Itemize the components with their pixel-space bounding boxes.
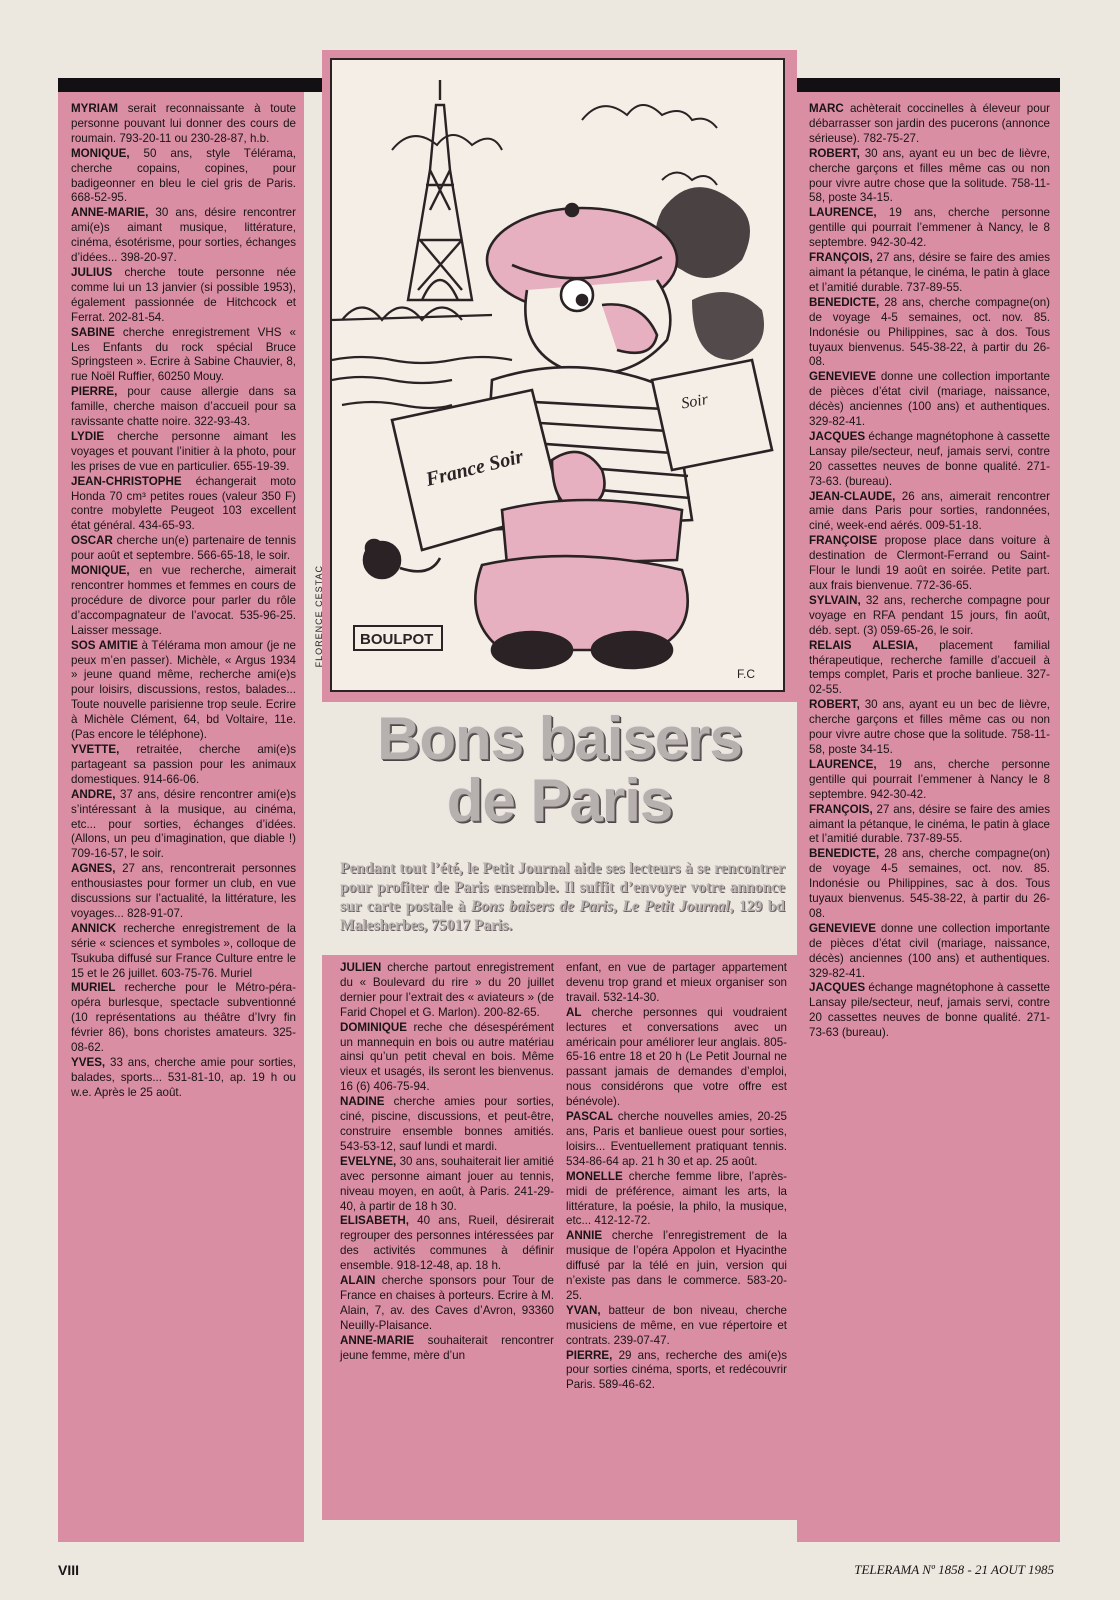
ad-text: 26 ans, aimerait rencontrer amie dans Paris pour sorties, randonnées, ciné, week-end aérés. 009-51-18. bbox=[809, 489, 1050, 533]
ad-text: cherche nouvelles amies, 20-25 ans, Paris et banlieue ouest pour sorties, loisirs... Eventuellement pratiquant tennis. 534-86-64 ap. 21 h 30 et ap. 25 août. bbox=[566, 1110, 787, 1168]
classified-ad bbox=[809, 206, 1050, 251]
classified-ad bbox=[71, 981, 296, 1056]
classified-ad bbox=[71, 266, 296, 326]
ad-name: ANDRE, bbox=[71, 787, 116, 801]
headline-line-2: de Paris bbox=[446, 767, 673, 834]
ad-name: PASCAL bbox=[566, 1110, 613, 1124]
classified-ad bbox=[566, 1006, 787, 1110]
ad-name: LYDIE bbox=[71, 429, 105, 443]
ad-name: NADINE bbox=[340, 1095, 385, 1109]
classified-ad bbox=[71, 743, 296, 788]
ad-name: FRANÇOIS, bbox=[809, 802, 873, 816]
classified-ad bbox=[809, 922, 1050, 982]
illustration-credit: FLORENCE CESTAC bbox=[314, 565, 324, 668]
classifieds-column-left bbox=[58, 92, 304, 1542]
ad-name: MONELLE bbox=[566, 1169, 623, 1183]
ad-text: cherche l’enregistrement de la musique de l’opéra Appolon et Hyacinthe diffusé par la télé en juin, version qui n’existe pas dans le commerce. 583-20-25. bbox=[566, 1229, 787, 1302]
classified-ad bbox=[809, 698, 1050, 758]
ad-name: ANNIE bbox=[566, 1229, 603, 1243]
ad-name: GENEVIEVE bbox=[809, 370, 877, 384]
ad-text: 27 ans, rencontrerait personnes enthousiastes pour former un club, en vue discussions sur l’actualité, la littérature, les voyages... 828-91-07. bbox=[71, 862, 296, 920]
lede-text-2: , bbox=[613, 898, 623, 915]
classified-ad bbox=[809, 534, 1050, 594]
ad-text: achèterait coccinelles à éleveur pour débarrasser son jardin des pucerons (annonce sérieuse). 782-75-27. bbox=[809, 102, 1050, 145]
classified-ad bbox=[566, 961, 787, 1006]
ad-text: 27 ans, désire se faire des amies aimant la pétanque, le cinéma, le patin à glace et l’amitié durable. 737-89-55. bbox=[809, 251, 1050, 294]
ad-name: JACQUES bbox=[809, 429, 866, 443]
classified-ad bbox=[809, 296, 1050, 371]
classified-ad bbox=[340, 1095, 554, 1155]
ad-text: 30 ans, souhaiterait lier amitié avec personne aimant jouer au tennis, niveau moyen, en août, à Paris. 241-29-40, à partir de 18 h 30. bbox=[340, 1154, 554, 1213]
ad-text: 37 ans, désire rencontrer ami(e)s s’intéressant à la musique, au cinéma, etc... pour sorties, échanges d’idées. (Allons, un peu d’imagination, que diable !) 709-16-57, le soir. bbox=[71, 787, 296, 861]
classified-ad bbox=[809, 102, 1050, 147]
classified-ad bbox=[71, 430, 296, 475]
ad-name: ANNICK bbox=[71, 921, 117, 935]
classified-ad bbox=[566, 1349, 787, 1394]
classifieds-column-center-left bbox=[322, 955, 560, 1520]
classified-ad bbox=[340, 1155, 554, 1215]
classified-ad bbox=[809, 370, 1050, 430]
classified-ad bbox=[71, 564, 296, 639]
ad-text: 28 ans, cherche compagne(on) de voyage 4-5 semaines, oct. nov. 85. Indonésie ou Philippines, sac à dos. Tous tuyaux bienvenus. 545-38-22, à partir du 26-08. bbox=[809, 295, 1050, 369]
ad-name: GENEVIEVE bbox=[809, 921, 877, 935]
ad-text: cherche un(e) partenaire de tennis pour août et septembre. 566-65-18, le soir. bbox=[71, 534, 296, 563]
ad-name: PIERRE, bbox=[71, 385, 118, 399]
ad-name: ROBERT, bbox=[809, 698, 860, 712]
ad-text: cherche enregistrement VHS « Les Enfants du rock spécial Bruce Springsteen ». Ecrire à Sabine Chauvier, 8, rue Noël Ruffier, 60250 Mouy. bbox=[71, 325, 296, 384]
illustration-panel bbox=[322, 50, 797, 702]
ad-name: EVELYNE, bbox=[340, 1154, 397, 1168]
ad-text: cherche femme libre, l’après-midi de préférence, aimant les arts, la littérature, la poésie, la philo, la musique, etc... 412-12-72. bbox=[566, 1169, 787, 1228]
ad-text: recherche pour le Métro-péra-opéra burlesque, spectacle subventionné (10 représentations au théâtre d’Ivry fin février 86), bons choristes amateurs. 325-08-62. bbox=[71, 981, 296, 1055]
ad-text: cherche amies pour sorties, ciné, piscine, discussions, et peut-être, construire ensemble bonnes amitiés. 543-53-12, sauf lundi et mardi. bbox=[340, 1095, 554, 1153]
classified-ad bbox=[71, 206, 296, 266]
classified-ad bbox=[340, 961, 554, 1021]
ad-text: 28 ans, cherche compagne(on) de voyage 4-5 semaines, oct. nov. 85. Indonésie ou Philippines, sac à dos. Tous tuyaux bienvenus. 545-38-22, à partir du 26-08. bbox=[809, 847, 1050, 920]
ad-name: RELAIS ALESIA, bbox=[809, 638, 919, 652]
classified-ad bbox=[340, 1334, 554, 1364]
ad-name: ANNE-MARIE bbox=[340, 1333, 415, 1347]
ad-name: ROBERT, bbox=[809, 146, 860, 160]
classified-ad bbox=[340, 1021, 554, 1096]
classified-ad bbox=[71, 862, 296, 922]
ad-name: YVAN, bbox=[566, 1303, 601, 1317]
classified-ad bbox=[809, 803, 1050, 848]
ad-name: MARC bbox=[809, 102, 844, 115]
classified-ad bbox=[809, 147, 1050, 207]
classified-ad bbox=[71, 385, 296, 430]
ad-text: retraitée, cherche ami(e)s partageant sa passion pour les animaux domestiques. 914-66-06. bbox=[71, 742, 296, 786]
ad-name: JACQUES bbox=[809, 981, 866, 995]
ad-text: cherche sponsors pour Tour de France en chaises à porteurs. Ecrire à M. Alain, 7, av. des Caves d’Avron, 93360 Neuilly-Plaisance. bbox=[340, 1274, 554, 1332]
ad-name: MURIEL bbox=[71, 981, 116, 995]
ad-text: donne une collection importante de pièces d’état civil (mariage, naissance, décès) anciennes (100 ans) et authentiques. 329-82-41. bbox=[809, 370, 1050, 429]
ad-name: MONIQUE, bbox=[71, 146, 130, 160]
ad-text: 40 ans, Rueil, désirerait regrouper des personnes intéressées par des activités communes à définir ensemble. 918-12-48, ap. 18 h. bbox=[340, 1214, 554, 1273]
ad-text: reche che désespérément un mannequin en bois ou autre matériau ainsi qu’un petit cheval en bois. Même vieux et usagés, ils seront les bienvenus. 16 (6) 406-75-94. bbox=[340, 1020, 554, 1094]
classified-ad bbox=[340, 1214, 554, 1274]
issue-info: TELERAMA Nº 1858 - 21 AOUT 1985 bbox=[854, 1562, 1054, 1577]
ad-text: souhaiterait rencontrer jeune femme, mère d’un bbox=[340, 1333, 554, 1362]
ad-name: SOS AMITIE bbox=[71, 638, 138, 652]
cartoon-illustration bbox=[332, 60, 783, 690]
classified-ad bbox=[566, 1170, 787, 1230]
ad-text: donne une collection importante de pièces d’état civil (mariage, naissance, décès) anciennes (100 ans) et authentiques. 329-82-41. bbox=[809, 921, 1050, 980]
ad-name: AGNES, bbox=[71, 862, 116, 876]
ad-name: DOMINIQUE bbox=[340, 1020, 407, 1034]
lede-text-1: Pendant tout l’été, le Petit Journal aide ses lecteurs à se rencontrer pour profiter de Paris ensemble. Il suffit d’envoyer votre annonce sur carte postale à bbox=[340, 860, 785, 915]
classified-ad bbox=[71, 639, 296, 743]
ad-name: BENEDICTE, bbox=[809, 847, 880, 861]
ad-text: 30 ans, ayant eu un bec de lièvre, cherche garçons et filles même cas ou non pour vivre autre chose que la solitude. 758-11-58, poste 34-15. bbox=[809, 698, 1050, 756]
classified-ad bbox=[809, 639, 1050, 699]
ad-text: 30 ans, ayant eu un bec de lièvre, cherche garçons et filles même cas ou non pour vivre autre chose que la solitude. 758-11-58, poste 34-15. bbox=[809, 146, 1050, 205]
classified-ad bbox=[566, 1229, 787, 1304]
ad-name: FRANÇOIS, bbox=[809, 251, 873, 265]
ad-text: échange magnétophone à cassette Lansay pile/secteur, neuf, jamais servi, contre 20 cassettes neuves de bonne qualité. 271-73-63. (bureau). bbox=[809, 429, 1050, 488]
top-rule-right bbox=[797, 78, 1060, 92]
page-number: VIII bbox=[58, 1562, 80, 1578]
ad-text: cherche personne aimant les voyages et pouvant l’initier à la photo, pour les prises de vue en particulier. 655-19-39. bbox=[71, 429, 296, 473]
classified-ad bbox=[71, 102, 296, 147]
ad-text: à Télérama mon amour (je ne peux m’en passer). Michèle, « Argus 1934 » jeune quand même, recherche ami(e)s pour loisirs, discussions, restos, balades... Toute nouvelle parisienne trop seule. Ecrire à Michèle Clément, 64, bd Voltaire, 11e. (Pas encore le téléphone). bbox=[71, 638, 296, 742]
classified-ad bbox=[809, 430, 1050, 490]
classified-ad bbox=[809, 847, 1050, 922]
classified-ad bbox=[71, 788, 296, 863]
classified-ad bbox=[809, 981, 1050, 1041]
ad-name: YVES, bbox=[71, 1056, 106, 1069]
ad-name: SABINE bbox=[71, 325, 115, 339]
ad-name: LAURENCE, bbox=[809, 757, 877, 771]
sign-text: BOULPOT bbox=[360, 631, 434, 648]
classified-ad bbox=[809, 758, 1050, 803]
headline-line-1: Bons baisers bbox=[377, 705, 742, 772]
classified-ad bbox=[566, 1304, 787, 1349]
top-rule-left bbox=[58, 78, 322, 92]
ad-text: échange magnétophone à cassette Lansay pile/secteur, neuf, jamais servi, contre 20 cassettes neuves de bonne qualité. 271-73-63 (bureau). bbox=[809, 981, 1050, 1040]
newspaper-title: France Soir bbox=[423, 445, 526, 491]
ad-text: placement familial thérapeutique, recherche famille d’accueil à temps complet, Paris et proche banlieue. 327-02-55. bbox=[809, 638, 1051, 697]
ad-name: MONIQUE, bbox=[71, 564, 130, 578]
newspaper-title-2: Soir bbox=[680, 391, 710, 413]
ad-text: 50 ans, style Télérama, cherche copains, copines, pour badigeonner en bleu le ciel gris de Paris. 668-52-95. bbox=[71, 146, 296, 205]
classified-ad bbox=[809, 251, 1050, 296]
ad-text: serait reconnaissante à toute personne pouvant lui donner des cours de roumain. 793-20-11 ou 230-28-87, h.b. bbox=[71, 102, 296, 145]
page-headline bbox=[322, 705, 797, 834]
classified-ad bbox=[71, 326, 296, 386]
ad-text: cherche toute personne née comme lui un 13 janvier (si possible 1953), également passionnée de Hitchcock et Ferrat. 202-81-54. bbox=[71, 265, 296, 324]
ad-text: 29 ans, recherche des ami(e)s pour sorties cinéma, sports, et redécouvrir Paris. 589-46-62. bbox=[566, 1348, 787, 1392]
ad-text: propose place dans voiture à destination de Clermont-Ferrand ou Saint-Flour le lundi 19 août en soirée. Petite part. aux frais bienvenue. 772-36-65. bbox=[809, 534, 1050, 592]
eiffel-tower-drawing bbox=[408, 80, 472, 300]
classifieds-column-center-right bbox=[560, 955, 797, 1520]
classified-ad bbox=[809, 594, 1050, 639]
ad-text: batteur de bon niveau, cherche musiciens de même, en vue répertoire et contrats. 239-07-47. bbox=[566, 1303, 787, 1347]
classified-ad bbox=[71, 147, 296, 207]
ad-name: ANNE-MARIE, bbox=[71, 206, 149, 220]
ad-text: échangerait moto Honda 70 cm³ petites roues (valeur 350 F) contre mobylette Peugeot 103 excellent état général. 434-65-93. bbox=[71, 474, 296, 533]
illustration-frame bbox=[330, 58, 785, 692]
ad-name: FRANÇOISE bbox=[809, 534, 878, 548]
ad-text: 19 ans, cherche personne gentille qui pourrait l’emmener à Nancy le 8 septembre. 942-30-42. bbox=[809, 757, 1050, 801]
ad-name: MYRIAM bbox=[71, 102, 119, 115]
ad-text: enfant, en vue de partager appartement devenu trop grand et mieux organiser son travail. 532-14-30. bbox=[566, 961, 787, 1004]
ad-name: PIERRE, bbox=[566, 1348, 613, 1362]
lede-italic-2: Le Petit Journal bbox=[622, 898, 730, 915]
ad-text: 32 ans, recherche compagne pour voyage en RFA pendant 15 jours, fin août, déb. sept. (3) 059-65-26, le soir. bbox=[809, 593, 1050, 637]
ad-name: SYLVAIN, bbox=[809, 593, 861, 607]
classified-ad bbox=[71, 1056, 296, 1101]
ad-name: JULIEN bbox=[340, 961, 382, 974]
classified-ad bbox=[809, 490, 1050, 535]
ad-name: LAURENCE, bbox=[809, 206, 877, 220]
artist-initials: F.C bbox=[737, 667, 755, 681]
lede-italic-1: Bons baisers de Paris bbox=[470, 898, 614, 915]
lede-paragraph bbox=[322, 853, 797, 941]
lede-text-3: , 129 bd Malesherbes, 75017 Paris. bbox=[340, 898, 785, 934]
classified-ad bbox=[71, 475, 296, 535]
classified-ad bbox=[340, 1274, 554, 1334]
ad-name: JEAN-CLAUDE, bbox=[809, 489, 896, 503]
ad-name: ELISABETH, bbox=[340, 1214, 409, 1228]
ad-text: 19 ans, cherche personne gentille qui pourrait l’emmener à Nancy, le 8 septembre. 942-30-42. bbox=[809, 206, 1050, 250]
ad-name: OSCAR bbox=[71, 534, 113, 548]
classified-ad bbox=[566, 1110, 787, 1170]
ad-text: 27 ans, désire se faire des amies aimant la pétanque, le cinéma, le patin à glace et l’amitié durable. 737-89-55. bbox=[809, 802, 1050, 846]
ad-name: AL bbox=[566, 1005, 582, 1019]
classified-ad bbox=[71, 922, 296, 982]
ad-text: cherche partout enregistrement du « Boulevard du rire » du 20 juillet dernier pour l’extrait des « aviateurs » (de Farid Chopel et G. Marlon). 200-82-65. bbox=[340, 961, 554, 1019]
ad-name: BENEDICTE, bbox=[809, 295, 880, 309]
ad-name: ALAIN bbox=[340, 1274, 376, 1288]
classifieds-column-right bbox=[797, 92, 1060, 1542]
ad-text: en vue recherche, aimerait rencontrer hommes et femmes en cours de procédure de divorce pour parler du rôle d’accompagnateur de l’avocat. 535-96-25. Laisser message. bbox=[71, 564, 296, 637]
ad-name: JULIUS bbox=[71, 265, 113, 279]
ad-text: recherche enregistrement de la série « sciences et symboles », colloque de Tsukuba diffusé sur France Culture entre le 15 et le 26 juillet. 603-75-76. Muriel bbox=[71, 921, 296, 980]
ad-name: JEAN-CHRISTOPHE bbox=[71, 474, 182, 488]
ad-text: 30 ans, désire rencontrer ami(e)s aimant musique, littérature, cinéma, ésotérisme, pour sorties, échanges d’idées... 398-20-97. bbox=[71, 206, 296, 265]
ad-text: pour cause allergie dans sa famille, cherche maison d’accueil pour sa ravissante chatte noire. 322-93-43. bbox=[71, 385, 296, 429]
ad-name: YVETTE, bbox=[71, 742, 120, 756]
ad-text: 33 ans, cherche amie pour sorties, balades, sports... 531-81-10, ap. 19 h ou w.e. Après le 25 août. bbox=[71, 1056, 296, 1099]
classified-ad bbox=[71, 534, 296, 564]
ad-text: cherche personnes qui voudraient lectures et conversations avec un américain pour améliorer leur anglais. 805-65-16 entre 18 et 20 h (Le Petit Journal ne passant jamais de demandes d’emploi, nous considérons que votre offre est bénévole). bbox=[566, 1005, 787, 1109]
